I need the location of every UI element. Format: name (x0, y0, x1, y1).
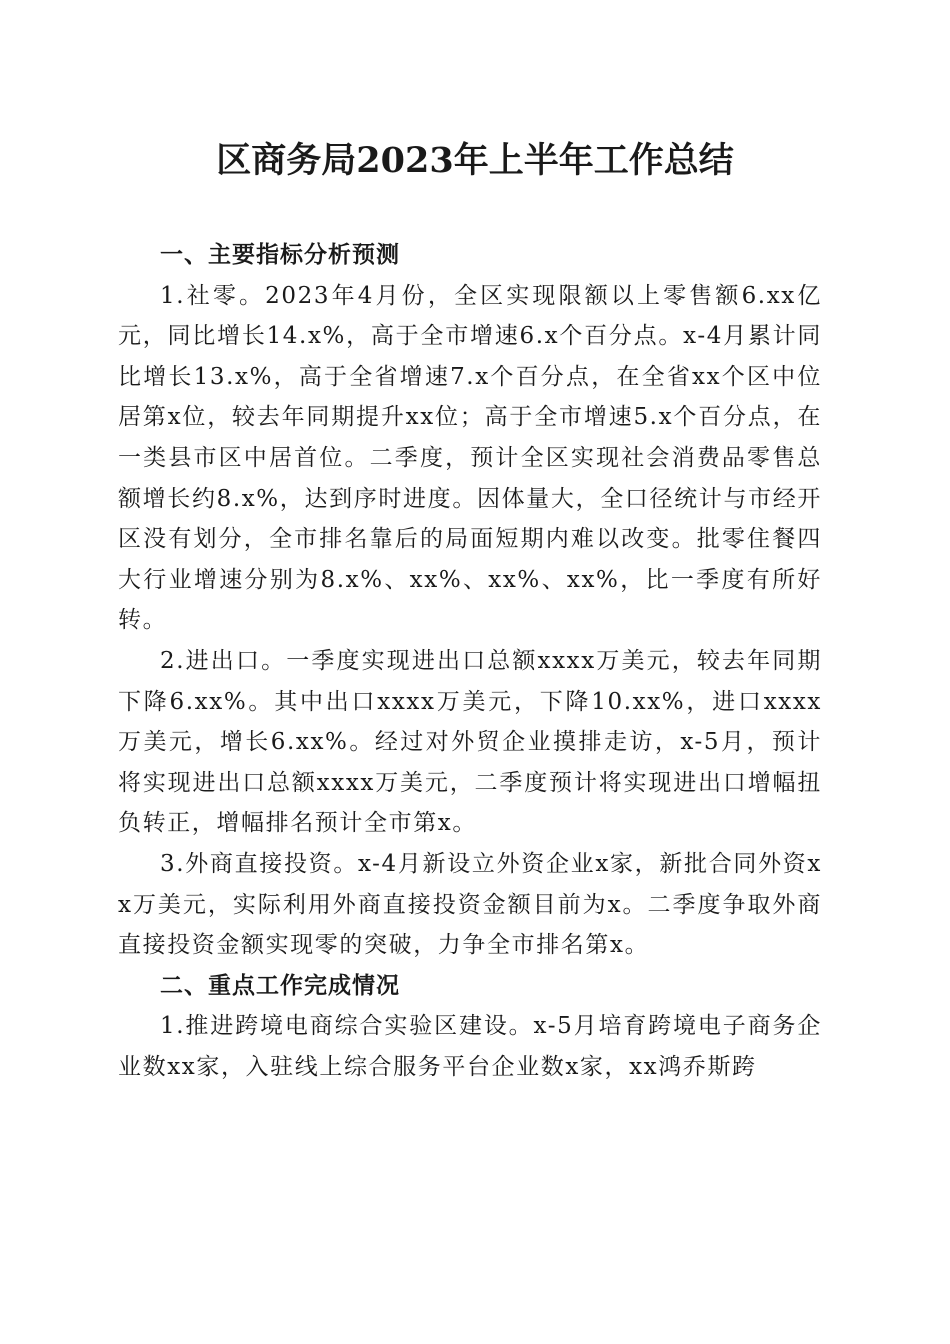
section-heading-1: 一、主要指标分析预测 (160, 242, 400, 268)
paragraph-import-export: 2.进出口。一季度实现进出口总额xxxx万美元，较去年同期下降6.xx%。其中出口xxxx万美元，下降10.xx%，进口xxxx万美元，增长6.xx%。经过对外贸企业摸排走访，x-5月，预计将实现进出口总额xxxx万美元，二季度预计将实现进出口增幅扭负转正，增幅排名预计全市第x。 (118, 647, 822, 837)
paragraph-cross-border-ecommerce: 1.推进跨境电商综合实验区建设。x-5月培育跨境电子商务企业数xx家，入驻线上综合服务平台企业数x家，xx鸿乔斯跨 (118, 1013, 822, 1080)
document-title: 区商务局2023年上半年工作总结 (216, 140, 734, 181)
document-body (118, 235, 822, 1087)
section-heading-2: 二、重点工作完成情况 (160, 972, 400, 999)
paragraph-foreign-investment: 3.外商直接投资。x-4月新设立外资企业x家，新批合同外资xx万美元，实际利用外商直接投资金额目前为x。二季度争取外商直接投资金额实现零的突破，力争全市排名第x。 (118, 850, 822, 959)
paragraph-retail: 1.社零。2023年4月份，全区实现限额以上零售额6.xx亿元，同比增长14.x%，高于全市增速6.x个百分点。x-4月累计同比增长13.x%，高于全省增速7.x个百分点，在全省xx个区中位居第x位，较去年同期提升xx位；高于全市增速5.x个百分点，在一类县市区中居首位。二季度，预计全区实现社会消费品零售总额增长约8.x%，达到序时进度。因体量大，全口径统计与市经开区没有划分，全市排名靠后的局面短期内难以改变。批零住餐四大行业增速分别为8.x%、xx%、xx%、xx%，比一季度有所好转。 (118, 282, 822, 634)
